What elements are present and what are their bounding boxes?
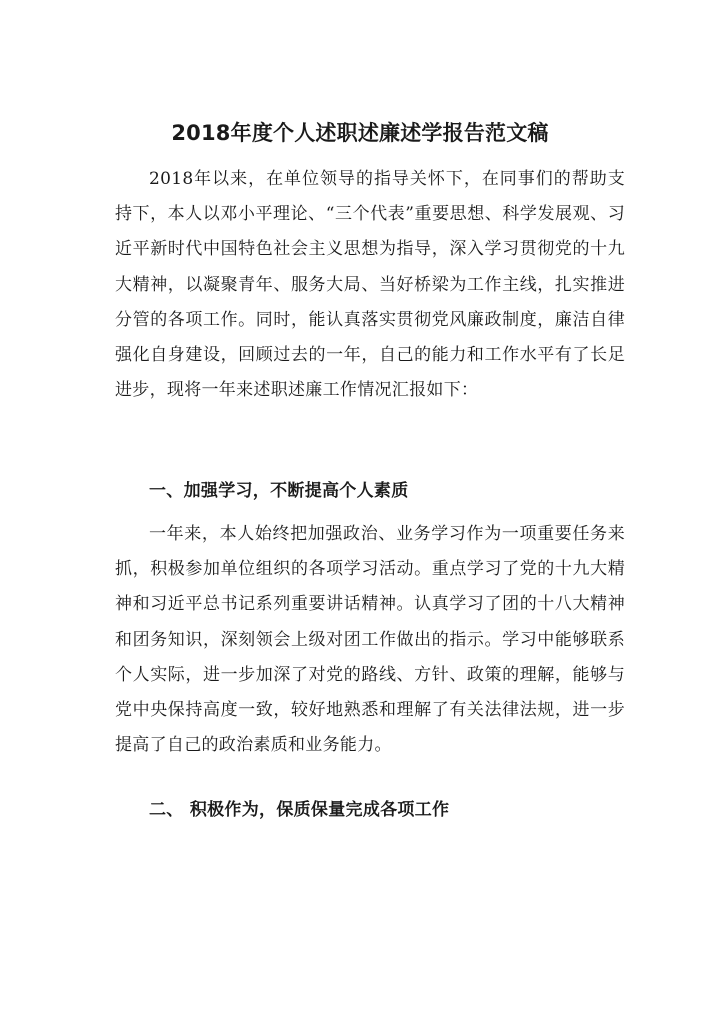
document-title: 2018年度个人述职述廉述学报告范文稿 (171, 121, 549, 145)
section-1-heading: 一、加强学习，不断提高个人素质 (149, 481, 409, 501)
intro-paragraph: 2018年以来，在单位领导的指导关怀下，在同事们的帮助支持下，本人以邓小平理论、“三个代表”重要思想、科学发展观、习近平新时代中国特色社会主义思想为指导，深入学习贯彻党的十九大精神，以凝聚青年、服务大局、当好桥梁为工作主线，扎实推进分管的各项工作。同时，能认真落实贯彻党风廉政制度，廉洁自律强化自身建设，回顾过去的一年，自己的能力和工作水平有了长足进步，现将一年来述职述廉工作情况汇报如下： (115, 169, 625, 401)
section-1-paragraph: 一年来，本人始终把加强政治、业务学习作为一项重要任务来抓，积极参加单位组织的各项学习活动。重点学习了党的十九大精神和习近平总书记系列重要讲话精神。认真学习了团的十八大精神和团务知识，深刻领会上级对团工作做出的指示。学习中能够联系个人实际，进一步加深了对党的路线、方针、政策的理解，能够与党中央保持高度一致，较好地熟悉和理解了有关法律法规，进一步提高了自己的政治素质和业务能力。 (115, 524, 625, 756)
section-2-heading: 二、 积极作为，保质保量完成各项工作 (149, 800, 450, 820)
